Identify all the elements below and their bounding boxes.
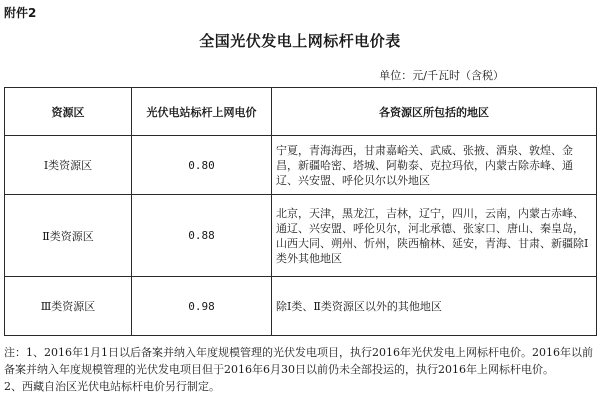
zone-price: 0.80 bbox=[132, 136, 272, 195]
header-resource-zone: 资源区 bbox=[5, 88, 132, 136]
table-row bbox=[5, 277, 597, 336]
zone-regions: 宁夏，青海海西，甘肃嘉峪关、武威、张掖、酒泉、敦煌、金昌，新疆哈密、塔城、阿勒泰、克拉玛依，内蒙古除赤峰、通辽、兴安盟、呼伦贝尔以外地区 bbox=[272, 136, 597, 195]
zone-regions: 除Ⅰ类、Ⅱ类资源区以外的其他地区 bbox=[272, 277, 597, 336]
zone-category: Ⅱ类资源区 bbox=[5, 195, 132, 277]
zone-regions: 北京，天津，黑龙江，吉林，辽宁，四川，云南，内蒙古赤峰、通辽、兴安盟、呼伦贝尔，河北承德、张家口、唐山、秦皇岛，山西大同、朔州、忻州，陕西榆林、延安，青海、甘肃、新疆除Ⅰ类外其他地区 bbox=[272, 195, 597, 277]
header-regions: 各资源区所包括的地区 bbox=[272, 88, 597, 136]
footnote-2: 2、西藏自治区光伏电站标杆电价另行制定。 bbox=[4, 380, 220, 393]
footnote-1: 注：1、2016年1月1日以后备案并纳入年度规模管理的光伏发电项目，执行2016年光伏发电上网标杆电价。2016年以前备案并纳入年度规模管理的光伏发电项目但于2016年6月30日以前仍未全部投运的，执行2016年上网标杆电价。 bbox=[4, 346, 593, 376]
document-title: 全国光伏发电上网标杆电价表 bbox=[199, 32, 401, 50]
zone-category: Ⅰ类资源区 bbox=[5, 136, 132, 195]
table-row bbox=[5, 136, 597, 195]
footnotes bbox=[4, 344, 596, 395]
zone-price: 0.88 bbox=[132, 195, 272, 277]
table-header-row bbox=[5, 88, 597, 136]
price-table bbox=[4, 87, 597, 336]
zone-price: 0.98 bbox=[132, 277, 272, 336]
table-row bbox=[5, 195, 597, 277]
unit-label: 单位：元/千瓦时（含税） bbox=[379, 69, 504, 82]
header-benchmark-price: 光伏电站标杆上网电价 bbox=[132, 88, 272, 136]
attachment-label: 附件2 bbox=[4, 6, 37, 20]
zone-category: Ⅲ类资源区 bbox=[5, 277, 132, 336]
